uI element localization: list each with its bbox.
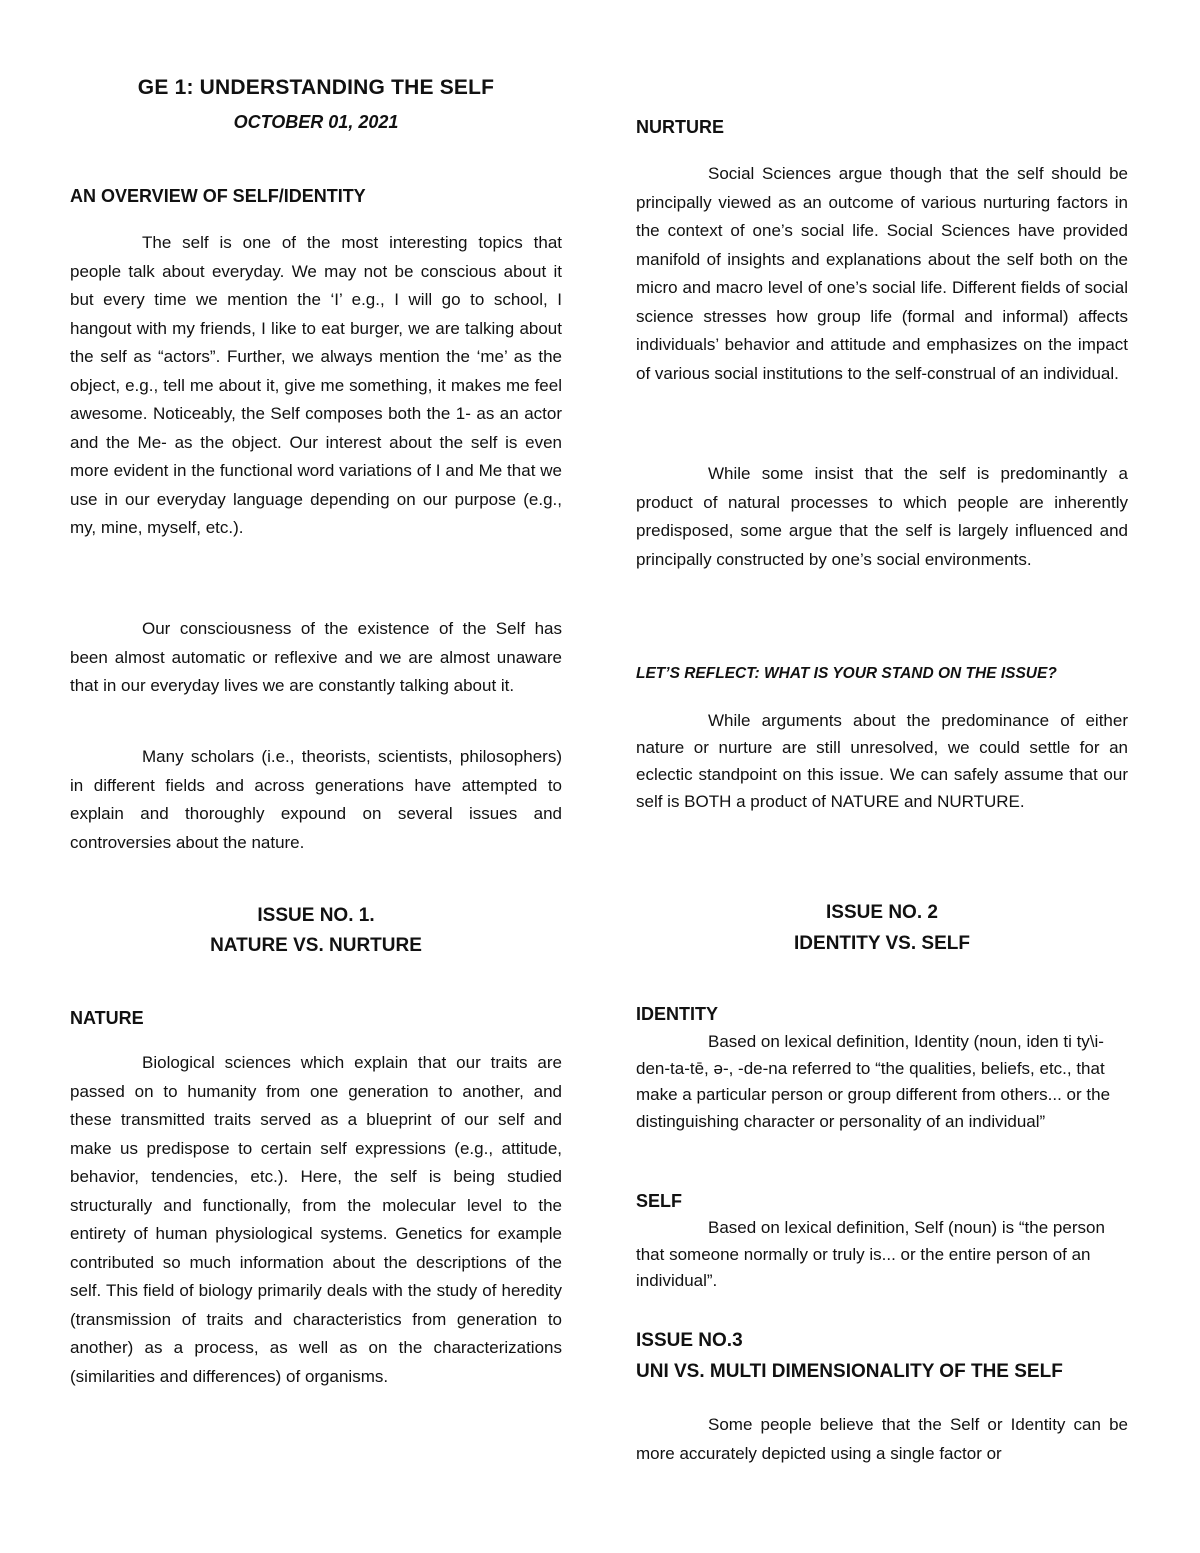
- nurture-paragraph-2: While some insist that the self is predominantly a product of natural processes to which people are inherently predisposed, some argue that the self is largely influenced and principally constructed by one’s social environments.: [636, 464, 1128, 569]
- issue-1-title: NATURE VS. NURTURE: [210, 935, 422, 956]
- self-text: [636, 1215, 1128, 1295]
- issue-2-title: IDENTITY VS. SELF: [794, 933, 970, 954]
- issue-1-number: ISSUE NO. 1.: [257, 905, 375, 926]
- issue-1-heading: [70, 901, 562, 961]
- self-paragraph: Based on lexical definition, Self (noun) is “the person that someone normally or truly is... or the entire person of an individual”.: [636, 1218, 1105, 1290]
- overview-text-3: [70, 743, 562, 857]
- nurture-heading: NURTURE: [636, 117, 724, 137]
- nature-heading: NATURE: [70, 1008, 144, 1028]
- self-heading: SELF: [636, 1191, 683, 1211]
- reflect-paragraph: While arguments about the predominance of either nature or nurture are still unresolved, we could settle for an eclectic standpoint on this issue. We can safely assume that our self is BOTH a product of NATURE and NURTURE.: [636, 711, 1128, 811]
- document-date: OCTOBER 01, 2021: [233, 112, 399, 132]
- identity-paragraph: Based on lexical definition, Identity (noun, iden ti ty\i-den-ta-tē, ə-, -de-na referred to “the qualities, beliefs, etc., that make a particular person or group different from others... or the distinguishing character or personality of an individual”: [636, 1032, 1111, 1131]
- overview-paragraph-1: The self is one of the most interesting topics that people talk about everyday. We may not be conscious about it but every time we mention the ‘I’ e.g., I will go to school, I hangout with my friends, I like to eat burger, we are talking about the self as “actors”. Further, we always mention the ‘me’ as the object, e.g., tell me about it, give me something, it makes me feel awesome. Noticeably, the Self composes both the 1- as an actor and the Me- as the object. Our interest about the self is even more evident in the functional word variations of I and Me that we use in our everyday language depending on our purpose (e.g., my, mine, myself, etc.).: [70, 233, 562, 537]
- document-title: GE 1: UNDERSTANDING THE SELF: [137, 76, 495, 99]
- reflect-text: [636, 707, 1128, 815]
- identity-text: [636, 1029, 1128, 1135]
- overview-text-2: [70, 615, 562, 701]
- issue-2-heading: [636, 897, 1128, 959]
- nature-text: [70, 1049, 562, 1391]
- overview-paragraph-2: Our consciousness of the existence of the Self has been almost automatic or reflexive and we are almost unaware that in our everyday lives we are constantly talking about it.: [70, 619, 562, 695]
- issue-3-heading: [636, 1325, 1128, 1387]
- issue-3-title: UNI VS. MULTI DIMENSIONALITY OF THE SELF: [636, 1361, 1063, 1382]
- nurture-text: [636, 160, 1128, 388]
- issue-3-text: [636, 1411, 1128, 1468]
- issue-3-paragraph: Some people believe that the Self or Identity can be more accurately depicted using a single factor or: [636, 1415, 1128, 1463]
- identity-heading: IDENTITY: [636, 1004, 719, 1024]
- issue-2-number: ISSUE NO. 2: [826, 902, 938, 923]
- nature-paragraph: Biological sciences which explain that our traits are passed on to humanity from one generation to another, and these transmitted traits served as a blueprint of our self and make us predispose to certain self expressions (e.g., attitude, behavior, tendencies, etc.). Here, the self is being studied structurally and functionally, from the molecular level to the entirety of human physiological systems. Genetics for example contributed so much information about the descriptions of the self. This field of biology primarily deals with the study of heredity (transmission of traits and characteristics from generation to another) as a process, as well as on the characterizations (similarities and differences) of organisms.: [70, 1053, 562, 1386]
- reflect-heading: LET’S REFLECT: WHAT IS YOUR STAND ON THE ISSUE?: [636, 665, 1057, 682]
- overview-paragraph-3: Many scholars (i.e., theorists, scientists, philosophers) in different fields and across generations have attempted to explain and thoroughly expound on several issues and controversies about the nature.: [70, 747, 562, 852]
- overview-heading: AN OVERVIEW OF SELF/IDENTITY: [70, 186, 366, 206]
- issue-3-number: ISSUE NO.3: [636, 1330, 743, 1351]
- nurture-paragraph-1: Social Sciences argue though that the self should be principally viewed as an outcome of various nurturing factors in the context of one’s social life. Social Sciences have provided manifold of insights and explanations about the self both on the micro and macro level of one’s social life. Different fields of social science stresses how group life (formal and informal) affects individuals’ behavior and attitude and emphasizes on the impact of various social institutions to the self-construal of an individual.: [636, 164, 1128, 383]
- nurture-text-2: [636, 460, 1128, 574]
- overview-text: [70, 229, 562, 543]
